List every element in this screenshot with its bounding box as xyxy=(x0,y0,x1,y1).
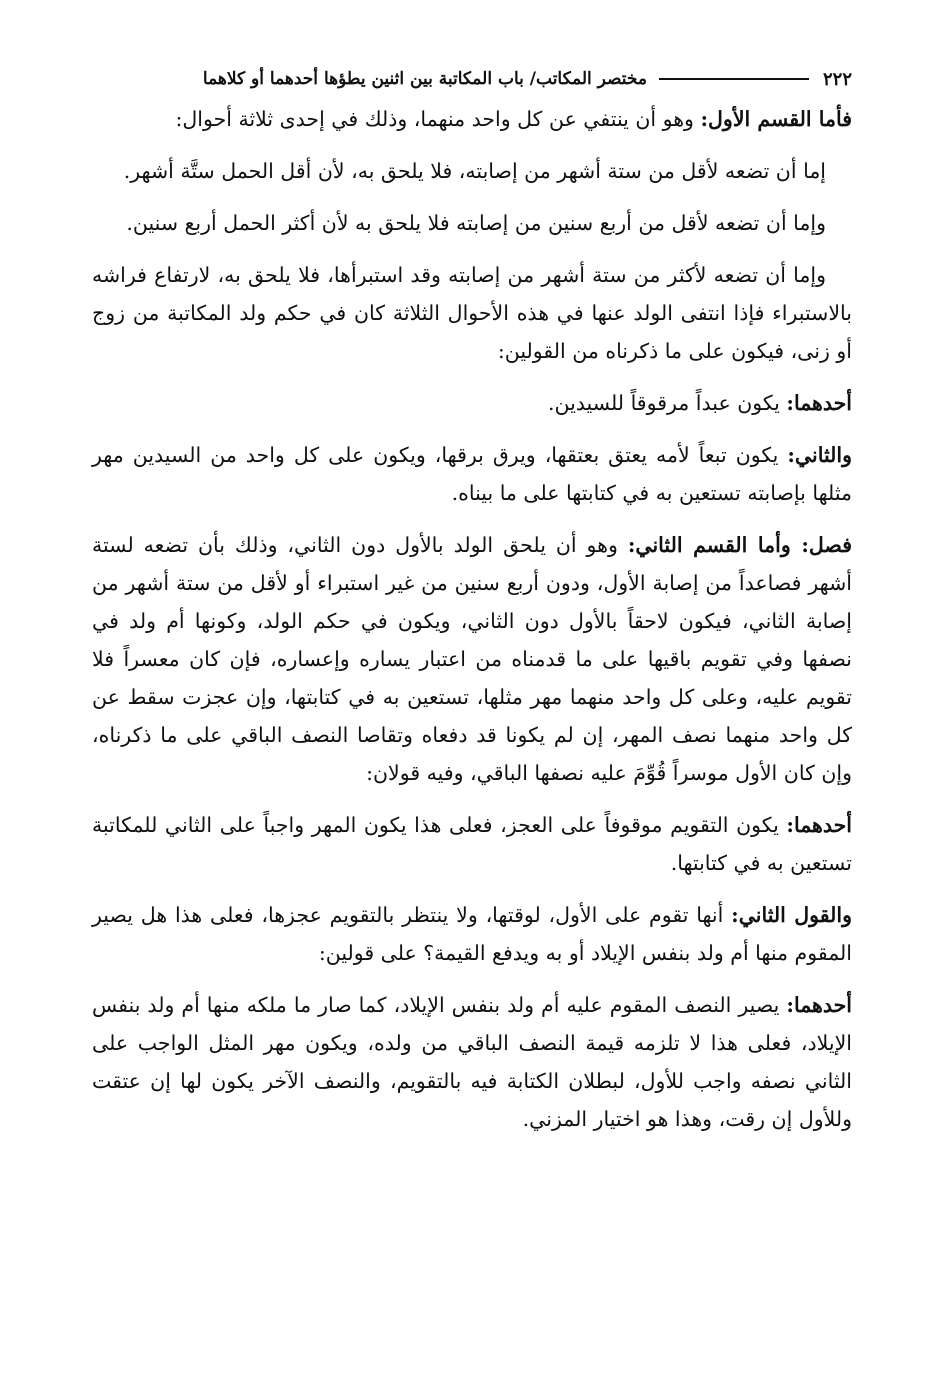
paragraph-lead: أحدهما: xyxy=(786,391,852,415)
paragraph-text: يكون التقويم موقوفاً على العجز، فعلى هذا يكون المهر واجباً على الثاني للمكاتبة تستعين به في كتابتها. xyxy=(92,813,852,875)
paragraph xyxy=(92,436,852,512)
paragraph xyxy=(92,896,852,972)
paragraph-text: إما أن تضعه لأقل من ستة أشهر من إصابته، فلا يلحق به، لأن أقل الحمل ستَّة أشهر. xyxy=(123,159,826,183)
paragraph-text: وهو أن يلحق الولد بالأول دون الثاني، وذلك بأن تضعه لستة أشهر فصاعداً من إصابة الأول، ودون أربع سنين من غير استبراء أو لأقل من ستة أشهر من إصابة الثاني، فيكون لاحقاً بالأول دون الثاني، ويكون في حكم الولد، وكونها أم ولد في نصفها وفي تقويم باقيها على ما قدمناه من اعتبار يساره وإعساره، فإن كان معسراً فلا تقويم عليه، وعلى كل واحد منهما مهر مثلها، تستعين به في كتابتها، وإن عجزت سقط عن كل واحد منهما نصف المهر، إن لم يكونا قد دفعاه وتقاصا النصف الباقي على ما ذكرناه، وإن كان الأول موسراً قُوِّمَ عليه نصفها الباقي، وفيه قولان: xyxy=(92,533,852,785)
paragraph-lead: فأما القسم الأول: xyxy=(700,107,852,131)
document-page xyxy=(92,62,852,1152)
paragraph-lead: والقول الثاني: xyxy=(731,903,852,927)
paragraph xyxy=(92,806,852,882)
paragraph-text: يكون تبعاً لأمه يعتق بعتقها، ويرق برقها، ويكون على كل واحد من السيدين مهر مثلها بإصابته تستعين به في كتابتها على ما بيناه. xyxy=(92,443,852,505)
paragraph-lead: والثاني: xyxy=(787,443,852,467)
paragraph xyxy=(92,204,852,242)
paragraph xyxy=(92,100,852,138)
paragraph-lead: أحدهما: xyxy=(786,813,852,837)
header-title: مختصر المكاتب/ باب المكاتبة بين اثنين يطؤها أحدهما أو كلاهما xyxy=(202,69,647,89)
paragraph xyxy=(92,384,852,422)
paragraph-text: وهو أن ينتفي عن كل واحد منهما، وذلك في إحدى ثلاثة أحوال: xyxy=(175,107,701,131)
running-header xyxy=(92,62,852,100)
paragraph xyxy=(92,152,852,190)
paragraph-lead: أحدهما: xyxy=(786,993,852,1017)
paragraph-text: وإما أن تضعه لأقل من أربع سنين من إصابته فلا يلحق به لأن أكثر الحمل أربع سنين. xyxy=(126,211,826,235)
header-rule xyxy=(659,78,809,80)
paragraph xyxy=(92,986,852,1138)
page-number: ٢٢٢ xyxy=(822,68,852,90)
paragraph xyxy=(92,256,852,370)
paragraph-text: يصير النصف المقوم عليه أم ولد بنفس الإيلاد، كما صار ما ملكه منها أم ولد بنفس الإيلاد، فعلى هذا لا تلزمه قيمة النصف الباقي من ولده، ويكون مهر المثل الواجب على الثاني نصفه واجب للأول، لبطلان الكتابة فيه بالتقويم، والنصف الآخر يكون لها إن عتقت وللأول إن رقت، وهذا هو اختيار المزني. xyxy=(92,993,852,1131)
paragraph-lead: فصل: وأما القسم الثاني: xyxy=(627,533,852,557)
paragraph-text: أنها تقوم على الأول، لوقتها، ولا ينتظر بالتقويم عجزها، فعلى هذا هل يصير المقوم منها أم ولد بنفس الإيلاد أو به ويدفع القيمة؟ على قولين: xyxy=(92,903,852,965)
paragraph-text: يكون عبداً مرقوقاً للسيدين. xyxy=(547,391,787,415)
paragraph xyxy=(92,526,852,792)
paragraph-text: وإما أن تضعه لأكثر من ستة أشهر من إصابته وقد استبرأها، فلا يلحق به، لارتفاع فراشه بالاستبراء فإذا انتفى الولد عنها في هذه الأحوال الثلاثة كان في حكم ولد المكاتبة من زوج أو زنى، فيكون على ما ذكرناه من القولين: xyxy=(92,263,852,363)
